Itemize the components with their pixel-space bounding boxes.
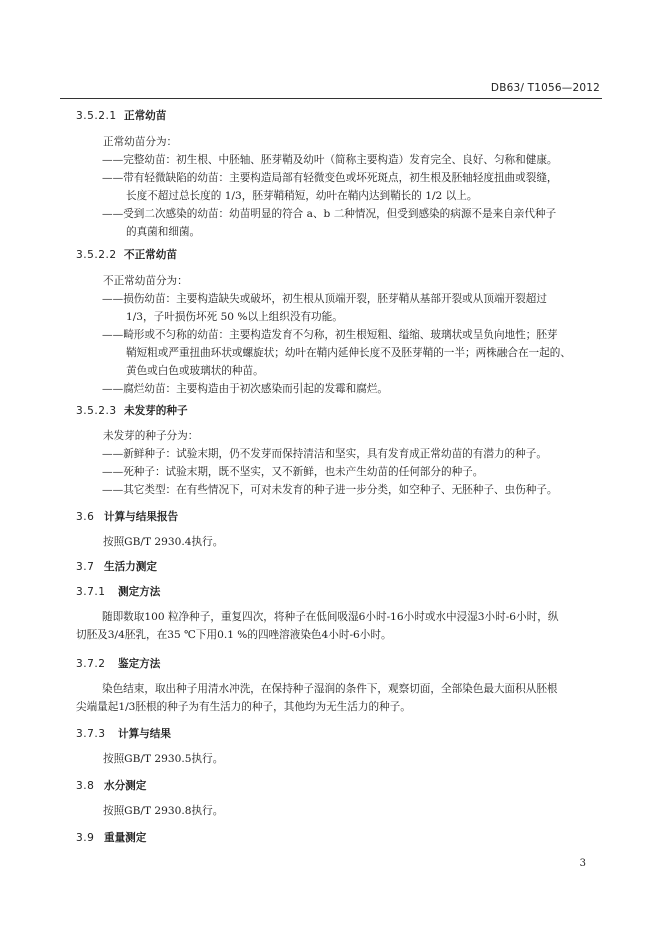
intro-text: 正常幼苗分为： <box>103 136 178 148</box>
section-number: 3.9 <box>76 832 95 844</box>
section-3-5-2-3-body <box>76 427 604 499</box>
section-3-7-3 <box>76 725 604 743</box>
intro-text: 未发芽的种子分为： <box>103 430 199 442</box>
section-number: 3.5.2.3 <box>76 405 117 417</box>
section-3-5-2-1 <box>76 107 604 125</box>
section-heading <box>76 777 604 795</box>
section-3-5-2-2-body <box>76 272 604 398</box>
section-number: 3.5.2.1 <box>76 110 117 122</box>
section-number: 3.7.3 <box>76 728 106 740</box>
list-item: ——其它类型：在有些情况下，可对未发育的种子进一步分类，如空种子、无胚种子、虫伤种子。 <box>102 484 558 496</box>
section-title: 未发芽的种子 <box>124 405 188 417</box>
section-number: 3.6 <box>76 511 95 523</box>
body-paragraph: 染色结束，取出种子用清水冲洗，在保持种子湿润的条件下，观察切面，全部染色最大面积从胚根 尖端量起1/3胚根的种子为有生活力的种子，其他均为无生活力的种子。 <box>76 683 558 713</box>
body-text: 按照GB/T 2930.4执行。 <box>103 536 224 548</box>
list-item: ——畸形或不匀称的幼苗：主要构造发育不匀称，初生根短粗、缢缩、玻璃状或呈负向地性；胚芽 鞘短粗或严重扭曲环状或螺旋状；幼叶在鞘内延伸长度不及胚芽鞘的一半；两株融合在一起的、 黄色或白色或玻璃状的种苗。 <box>102 329 571 377</box>
section-heading <box>76 829 604 847</box>
list-item: ——死种子：试验末期，既不坚实，又不新鲜，也未产生幼苗的任何部分的种子。 <box>102 466 484 478</box>
section-3-8 <box>76 777 604 795</box>
section-number: 3.7.1 <box>76 586 106 598</box>
section-heading <box>76 558 604 576</box>
section-heading <box>76 246 604 264</box>
section-3-7-1-body <box>76 608 604 644</box>
section-3-7-3-body <box>76 750 604 768</box>
header-divider <box>60 98 602 99</box>
section-title: 水分测定 <box>104 780 147 792</box>
list-item: ——完整幼苗：初生根、中胚轴、胚芽鞘及幼叶（简称主要构造）发育完全、良好、匀称和健康。 <box>102 154 558 166</box>
section-3-7-2 <box>76 655 604 673</box>
intro-text: 不正常幼苗分为： <box>103 275 188 287</box>
section-3-5-2-1-body <box>76 133 604 241</box>
section-3-5-2-3 <box>76 402 604 420</box>
page-number: 3 <box>579 858 586 869</box>
section-title: 鉴定方法 <box>118 658 161 670</box>
section-title: 计算与结果报告 <box>104 511 179 523</box>
section-3-7-2-body <box>76 680 604 716</box>
section-heading <box>76 583 604 601</box>
section-heading <box>76 402 604 420</box>
section-heading <box>76 655 604 673</box>
body-text: 按照GB/T 2930.5执行。 <box>103 753 224 765</box>
section-3-7-1 <box>76 583 604 601</box>
body-paragraph: 随即数取100 粒净种子，重复四次，将种子在低间吸湿6小时-16小时或水中浸湿3小时-6小时，纵 切胚及3/4胚乳，在35 ℃下用0.1 %的四唑溶液染色4小时-6小时。 <box>76 611 559 641</box>
section-heading <box>76 508 604 526</box>
section-title: 不正常幼苗 <box>124 249 177 261</box>
section-title: 计算与结果 <box>118 728 171 740</box>
section-3-8-body <box>76 802 604 820</box>
section-number: 3.8 <box>76 780 95 792</box>
list-item: ——新鲜种子：试验末期，仍不发芽而保持清洁和坚实，具有发育成正常幼苗的有潜力的种子。 <box>102 448 547 460</box>
section-number: 3.5.2.2 <box>76 249 117 261</box>
list-item: ——受到二次感染的幼苗：幼苗明显的符合 a、b 二种情况，但受到感染的病源不是来自亲代种子 的真菌和细菌。 <box>102 208 557 238</box>
section-heading <box>76 725 604 743</box>
section-title: 测定方法 <box>118 586 161 598</box>
section-number: 3.7.2 <box>76 658 106 670</box>
section-3-9 <box>76 829 604 847</box>
list-item: ——带有轻微缺陷的幼苗：主要构造局部有轻微变色或坏死斑点，初生根及胚轴轻度扭曲或裂缝， 长度不超过总长度的 1/3，胚芽鞘稍短，幼叶在鞘内达到鞘长的 1/2 以上。 <box>102 172 558 202</box>
standard-code: DB63/ T1056—2012 <box>490 82 600 94</box>
body-text: 按照GB/T 2930.8执行。 <box>103 805 224 817</box>
section-3-5-2-2 <box>76 246 604 264</box>
section-number: 3.7 <box>76 561 95 573</box>
section-3-6-body <box>76 533 604 551</box>
section-3-6 <box>76 508 604 526</box>
section-title: 生活力测定 <box>104 561 157 573</box>
section-heading <box>76 107 604 125</box>
list-item: ——腐烂幼苗：主要构造由于初次感染而引起的发霉和腐烂。 <box>102 383 389 395</box>
list-item: ——损伤幼苗：主要构造缺失或破坏，初生根从顶端开裂，胚芽鞘从基部开裂或从顶端开裂超过 1/3，子叶损伤坏死 50 %以上组织没有功能。 <box>102 293 547 323</box>
section-3-7 <box>76 558 604 576</box>
section-title: 重量测定 <box>104 832 147 844</box>
section-title: 正常幼苗 <box>124 110 167 122</box>
